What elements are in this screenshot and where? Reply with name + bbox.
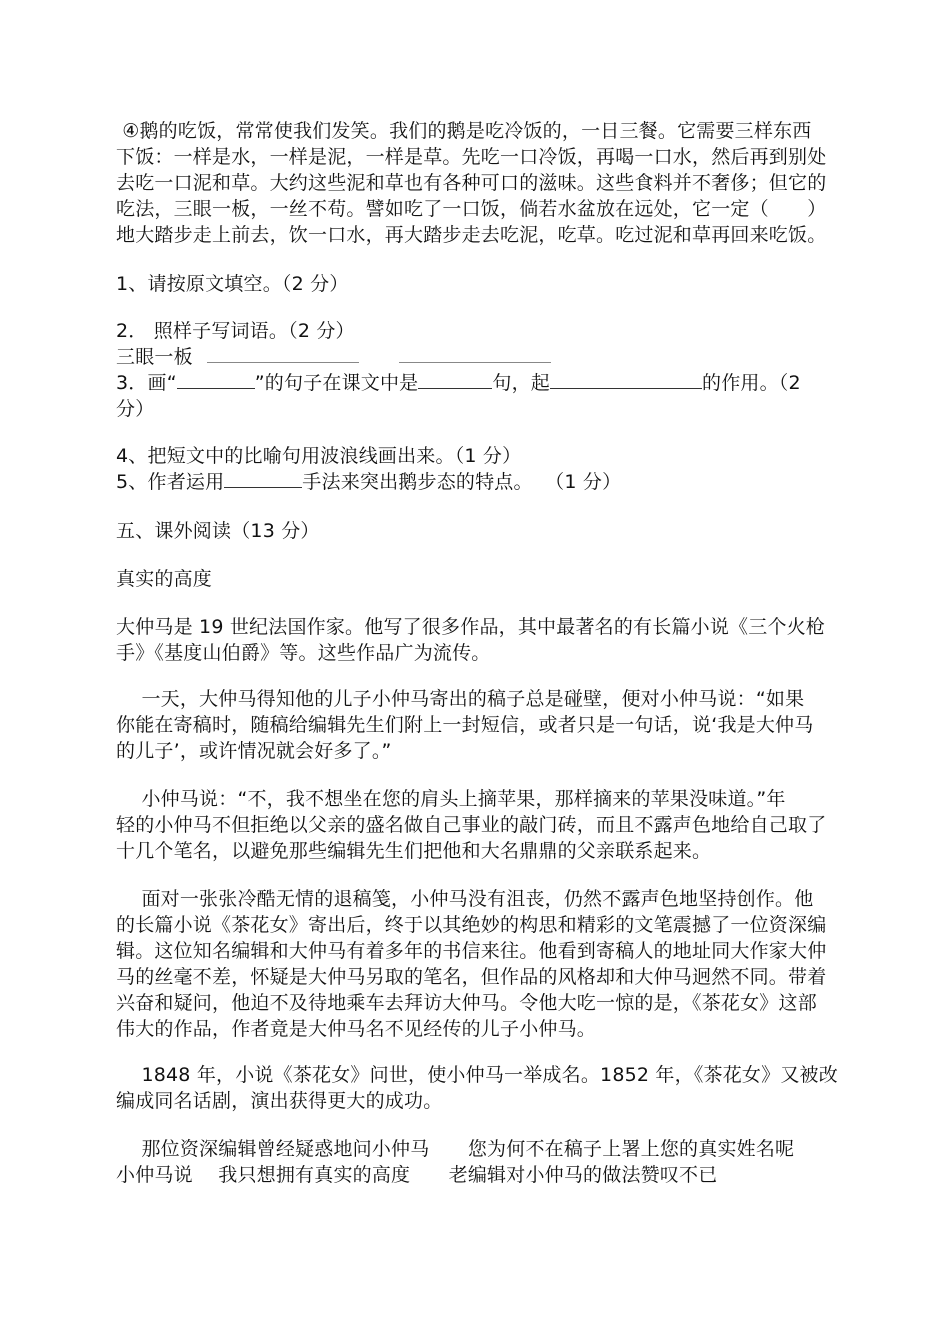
paragraph-3-line-2: 轻的小仲马不但拒绝以父亲的盛名做自己事业的敲门砖，而且不露声色地给自己取了 [116,814,827,836]
answer-blank-5[interactable] [550,370,702,389]
question-3-part-a: 3．画“ [116,372,177,394]
passage4-line-3: 去吃一口泥和草。大约这些泥和草也有各种可口的滋味。这些食料并不奢侈；但它的 [116,172,827,194]
paragraph-6-line-2: 小仲马说 我只想拥有真实的高度 老编辑对小仲马的做法赞叹不已 [116,1164,718,1186]
question-2-example: 三眼一板 [116,346,193,368]
section-5-heading: 五、课外阅读（13 分） [116,520,320,542]
answer-blank-2[interactable] [399,344,551,363]
paragraph-1-line-2: 手》《基度山伯爵》等。这些作品广为流传。 [116,642,491,664]
paragraph-6-line-1: 那位资深编辑曾经疑惑地问小仲马 您为何不在稿子上署上您的真实姓名呢 [116,1138,795,1160]
answer-blank-3[interactable] [177,370,255,389]
question-3-part-d: 的作用。（2 [702,372,801,394]
paragraph-4-line-4: 马的丝毫不差，怀疑是大仲马另取的笔名，但作品的风格却和大仲马迥然不同。带着 [116,966,827,988]
question-1: 1、请按原文填空。（2 分） [116,273,349,295]
paragraph-2-line-1: 一天，大仲马得知他的儿子小仲马寄出的稿子总是碰壁，便对小仲马说：“如果 [116,688,805,710]
question-3-continued: 分） [116,398,155,420]
paragraph-4-line-6: 伟大的作品，作者竟是大仲马名不见经传的儿子小仲马。 [116,1018,597,1040]
paragraph-3-line-3: 十几个笔名，以避免那些编辑先生们把他和大名鼎鼎的父亲联系起来。 [116,840,712,862]
paragraph-4-line-5: 兴奋和疑问，他迫不及待地乘车去拜访大仲马。令他大吃一惊的是，《茶花女》这部 [116,992,817,1014]
question-2: 2． 照样子写词语。（2 分） [116,320,355,342]
question-2-answer-row [116,344,551,370]
question-3-part-b: ”的句子在课文中是 [254,372,419,394]
question-3-part-c: 句，起 [492,372,550,394]
question-3 [116,370,801,396]
passage4-line-1: ④鹅的吃饭，常常使我们发笑。我们的鹅是吃冷饭的，一日三餐。它需要三样东西 [116,120,812,142]
question-5-part-b: 手法来突出鹅步态的特点。 （1 分） [302,471,622,493]
paragraph-4-line-1: 面对一张张冷酷无情的退稿笺，小仲马没有沮丧，仍然不露声色地坚持创作。他 [116,888,814,910]
question-4: 4、把短文中的比喻句用波浪线画出来。（1 分） [116,445,522,467]
paragraph-4-line-3: 辑。这位知名编辑和大仲马有着多年的书信来往。他看到寄稿人的地址同大作家大仲 [116,940,827,962]
answer-blank-6[interactable] [224,469,302,488]
question-5 [116,469,621,495]
question-5-part-a: 5、作者运用 [116,471,225,493]
paragraph-4-line-2: 的长篇小说《茶花女》寄出后，终于以其绝妙的构思和精彩的文笔震撼了一位资深编 [116,914,827,936]
passage4-line-5: 地大踏步走上前去，饮一口水，再大踏步走去吃泥，吃草。吃过泥和草再回来吃饭。 [116,224,827,246]
paragraph-2-line-3: 的儿子’，或许情况就会好多了。” [116,740,392,762]
paragraph-2-line-2: 你能在寄稿时，随稿给编辑先生们附上一封短信，或者只是一句话，说‘我是大仲马 [116,714,814,736]
paragraph-3-line-1: 小仲马说：“不，我不想坐在您的肩头上摘苹果，那样摘来的苹果没味道。”年 [116,788,786,810]
paragraph-5-line-2: 编成同名话剧，演出获得更大的成功。 [116,1090,443,1112]
passage4-line-2: 下饭：一样是水，一样是泥，一样是草。先吃一口冷饭，再喝一口水，然后再到别处 [116,146,827,168]
passage4-line-4: 吃法，三眼一板，一丝不苟。譬如吃了一口饭，倘若水盆放在远处，它一定（ ） [116,198,827,220]
answer-blank-4[interactable] [418,370,492,389]
paragraph-5-line-1: 1848 年，小说《茶花女》问世，使小仲马一举成名。1852 年，《茶花女》又被改 [116,1064,838,1086]
answer-blank-1[interactable] [207,344,359,363]
reading-title: 真实的高度 [116,568,213,590]
paragraph-1-line-1: 大仲马是 19 世纪法国作家。他写了很多作品，其中最著名的有长篇小说《三个火枪 [116,616,826,638]
